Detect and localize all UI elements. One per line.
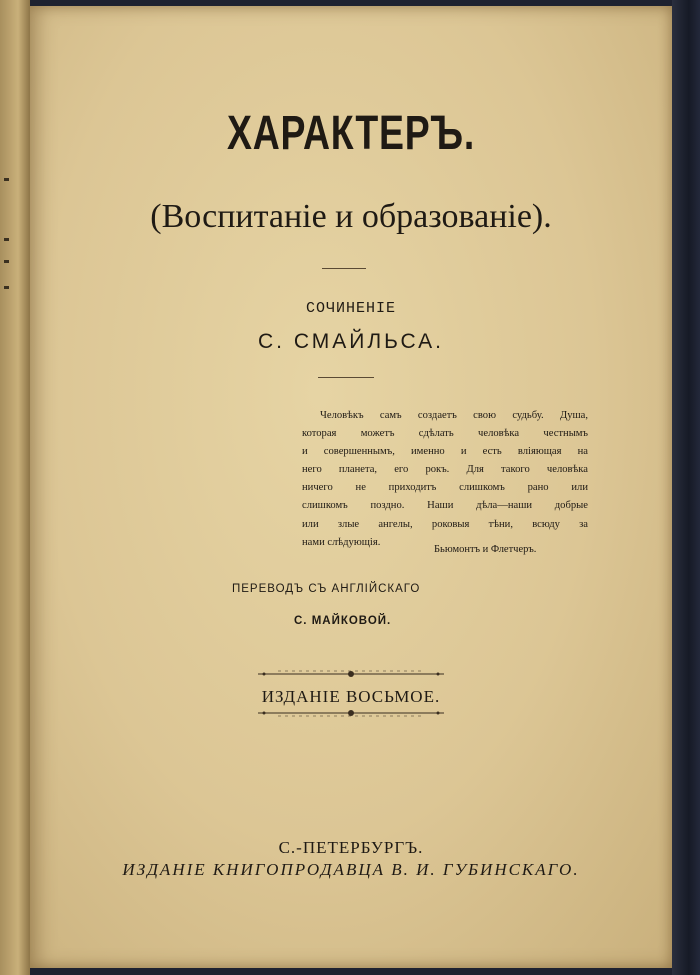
publisher-line: ИЗДАНІЕ КНИГОПРОДАВЦА В. И. ГУБИНСКАГО. [122, 860, 580, 879]
facing-page-edge [0, 0, 30, 975]
author-name: С. СМАЙЛЬСА. [257, 330, 444, 353]
epigraph-line: и совершеннымъ, именно и есть вліяющая на [302, 446, 588, 458]
print-mark [4, 238, 9, 241]
print-mark [4, 178, 9, 181]
epigraph-line: него планета, его рокъ. Для такого человѣка [302, 464, 588, 476]
book-title: ХАРАКТЕРЪ. [226, 107, 476, 160]
work-label: СОЧИНЕНІЕ [305, 300, 396, 317]
book-subtitle: (Воспитаніе и образованіе). [150, 198, 552, 235]
translator-name: С. МАЙКОВОЙ. [294, 615, 392, 627]
epigraph-line: которая можетъ сдѣлать человѣка честнымъ [302, 428, 588, 440]
divider-rule [318, 377, 374, 378]
book-cover-edge [672, 0, 700, 975]
translation-label: ПЕРЕВОДЪ СЪ АНГЛІЙСКАГО [232, 583, 421, 595]
epigraph-line: нами слѣдующія. [302, 536, 381, 548]
publication-city: С.-ПЕТЕРБУРГЪ. [278, 838, 424, 857]
epigraph-line: слишкомъ поздно. Наши дѣла—наши добрые [302, 500, 588, 512]
divider-rule [322, 268, 366, 269]
print-mark [4, 286, 9, 289]
epigraph [302, 407, 588, 552]
ornament-rule-bottom [258, 707, 444, 719]
epigraph-line: или злые ангелы, роковыя тѣни, всюду за [302, 518, 588, 530]
title-page [30, 6, 672, 968]
edition-label: ИЗДАНІЕ ВОСЬМОЕ. [261, 687, 441, 706]
epigraph-attribution: Бьюмонтъ и Флетчеръ. [434, 544, 537, 555]
epigraph-line: Человѣкъ самъ создаетъ свою судьбу. Душа, [320, 410, 588, 421]
ornament-rule-top [258, 668, 444, 680]
epigraph-line: ничего не приходитъ слишкомъ рано или [302, 482, 588, 494]
print-mark [4, 260, 9, 263]
